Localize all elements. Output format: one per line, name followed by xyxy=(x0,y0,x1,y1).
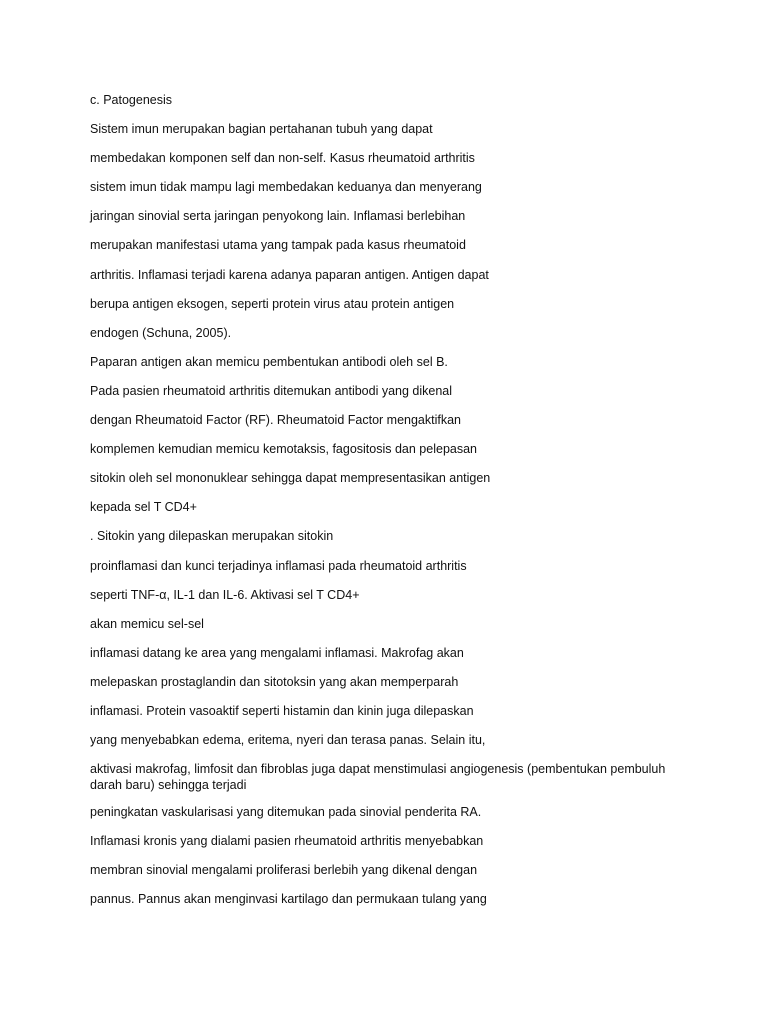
section-heading: c. Patogenesis xyxy=(90,93,172,107)
document-body xyxy=(90,92,690,921)
text-line-15: . Sitokin yang dilepaskan merupakan sitokin xyxy=(90,529,334,544)
text-line-20: melepaskan prostaglandin dan sitotoksin yang akan memperparah xyxy=(90,674,459,689)
text-line-18: akan memicu sel-sel xyxy=(90,616,204,631)
text-line-17: seperti TNF-α, IL-1 dan IL-6. Aktivasi sel T CD4+ xyxy=(90,587,360,602)
text-line-24: peningkatan vaskularisasi yang ditemukan pada sinovial penderita RA. xyxy=(90,805,482,820)
text-line-6: arthritis. Inflamasi terjadi karena adanya paparan antigen. Antigen dapat xyxy=(90,267,489,282)
text-line-14: kepada sel T CD4+ xyxy=(90,500,197,515)
text-line-22: yang menyebabkan edema, eritema, nyeri dan terasa panas. Selain itu, xyxy=(90,733,486,748)
text-line-9: Paparan antigen akan memicu pembentukan antibodi oleh sel B. xyxy=(90,354,448,369)
text-line-26: membran sinovial mengalami proliferasi berlebih yang dikenal dengan xyxy=(90,863,478,878)
text-line-12: komplemen kemudian memicu kemotaksis, fagositosis dan pelepasan xyxy=(90,442,477,457)
text-line-23: aktivasi makrofag, limfosit dan fibroblas juga dapat menstimulasi angiogenesis (pembentukan pembuluh darah baru) sehingga terjadi xyxy=(90,762,666,793)
text-line-25: Inflamasi kronis yang dialami pasien rheumatoid arthritis menyebabkan xyxy=(90,834,484,849)
text-line-7: berupa antigen eksogen, seperti protein virus atau protein antigen xyxy=(90,296,455,311)
text-line-10: Pada pasien rheumatoid arthritis ditemukan antibodi yang dikenal xyxy=(90,383,453,398)
text-line-2: membedakan komponen self dan non-self. Kasus rheumatoid arthritis xyxy=(90,151,475,166)
text-line-5: merupakan manifestasi utama yang tampak pada kasus rheumatoid xyxy=(90,238,466,253)
text-line-3: sistem imun tidak mampu lagi membedakan keduanya dan menyerang xyxy=(90,180,482,195)
text-line-8: endogen (Schuna, 2005). xyxy=(90,325,232,340)
text-line-16: proinflamasi dan kunci terjadinya inflamasi pada rheumatoid arthritis xyxy=(90,558,467,573)
text-line-27: pannus. Pannus akan menginvasi kartilago dan permukaan tulang yang xyxy=(90,892,487,907)
text-line-19: inflamasi datang ke area yang mengalami inflamasi. Makrofag akan xyxy=(90,645,464,660)
text-line-4: jaringan sinovial serta jaringan penyokong lain. Inflamasi berlebihan xyxy=(90,209,466,224)
text-line-21: inflamasi. Protein vasoaktif seperti histamin dan kinin juga dilepaskan xyxy=(90,703,474,718)
text-line-1: Sistem imun merupakan bagian pertahanan tubuh yang dapat xyxy=(90,122,433,137)
text-line-13: sitokin oleh sel mononuklear sehingga dapat mempresentasikan antigen xyxy=(90,471,491,486)
text-line-11: dengan Rheumatoid Factor (RF). Rheumatoid Factor mengaktifkan xyxy=(90,413,462,428)
